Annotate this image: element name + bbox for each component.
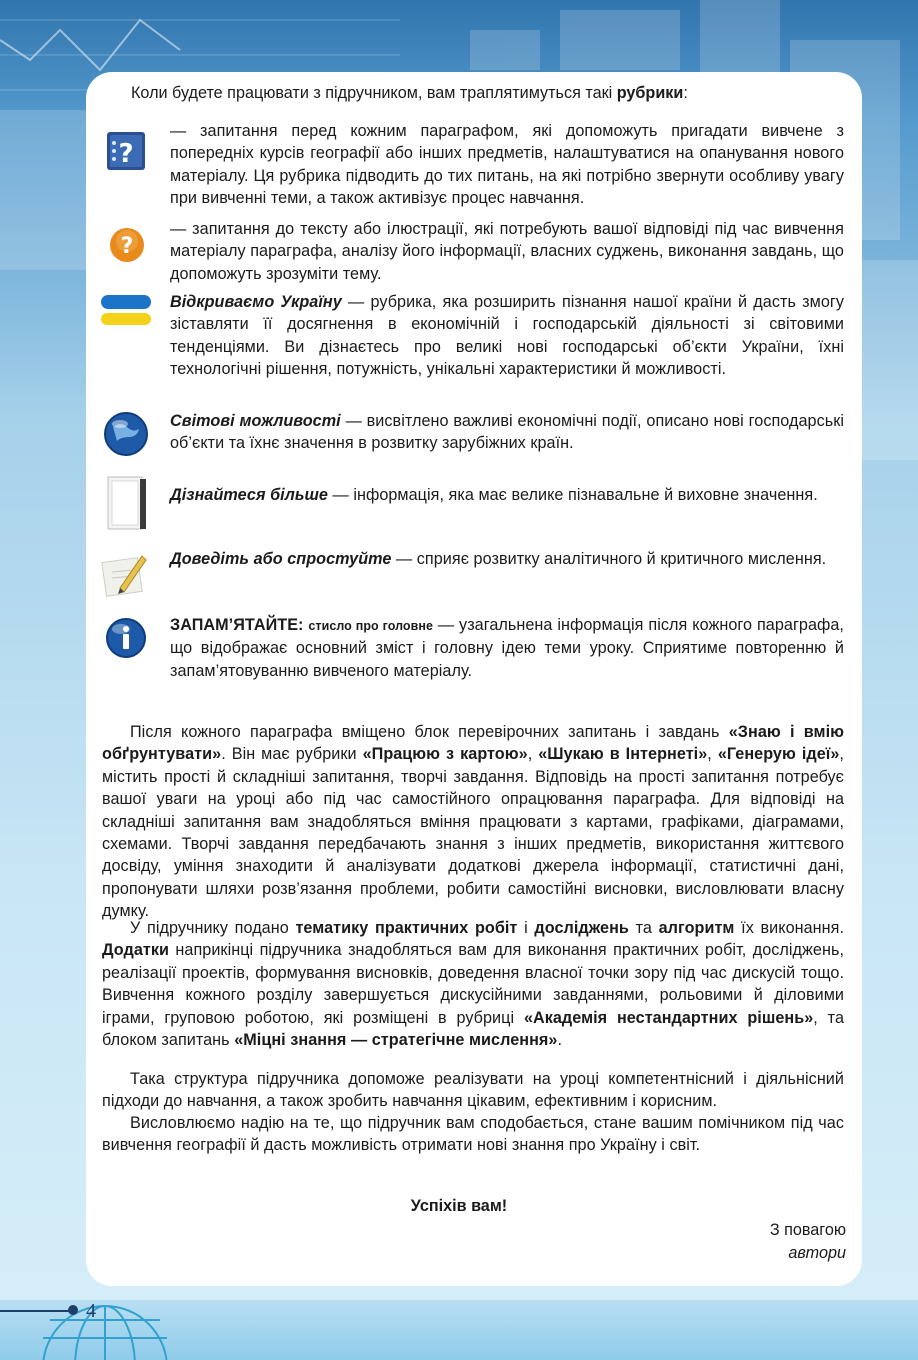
rubric-3-text: Відкриваємо Україну — рубрика, яка розширить пізнання нашої країни й дасть змогу зіставляти її досягнення в економічній і господарській діяльності зі світовими тенденціями. Ви дізнаєтесь про великі нові господарські об’єкти України, їхні технологічні рішення, потужність, унікальні характеристики й можливості. xyxy=(170,293,844,379)
ukraine-flag-icon xyxy=(101,295,153,329)
intro-line: Коли будете працювати з підручником, вам траплятимуться такі рубрики: xyxy=(131,84,688,102)
info-icon xyxy=(105,617,147,659)
signature xyxy=(770,1219,846,1265)
rubric-6-text: Доведіть або спростуйте — сприяє розвитку аналітичного й критичного мислення. xyxy=(170,550,827,568)
paragraph-checks: Після кожного параграфа вміщено блок перевірочних запитань і завдань «Знаю і вмію обґрунтувати». Він має рубрики «Працюю з картою», «Шукаю в Інтернеті», «Генерую ідеї», містить прості й складніші запитання, творчі завдання. Відповідь на прості запитання потребує вашої уваги на уроці або під час самостійного опрацювання параграфа. Для відповіді на складніші запитання вам знадобляться вміння працювати з картами, графіками, діаграмами, схемами. Творчі завдання передбачають знання з інших предметів, використання життєвого досвіду, уміння знаходити й аналізувати додаткові джерела інформації, статистичні дані, пропонувати шляхи розв’язання проблеми, робити самостійні висновки, висловлювати власну думку. xyxy=(102,723,844,921)
question-circle-icon xyxy=(108,226,146,264)
rubric-5-text: Дізнайтеся більше — інформація, яка має велике пізнавальне й виховне значення. xyxy=(170,486,818,504)
page-dot xyxy=(68,1305,78,1315)
paragraph-structure: Така структура підручника допоможе реалізувати на уроці компетентнісний і діяльнісний підходи до навчання, а також зробить навчання цікавим, ефективним і корисним. xyxy=(102,1070,844,1111)
pencil-note-icon xyxy=(100,550,148,598)
rubric-7-text: ЗАПАМ’ЯТАЙТЕ: стисло про головне — узагальнена інформація після кожного параграфа, що відображає основний зміст і головну ідею теми уроку. Сприятиме повторенню й запам’ятовуванню вивченого матеріалу. xyxy=(170,616,844,680)
paragraph-practical: У підручнику подано тематику практичних робіт і досліджень та алгоритм їх виконання. Додатки наприкінці підручника знадобляться вам для виконання практичних робіт, досліджень, реалізації проектів, формування висновків, доведення власної точки зору під час дискусій тощо. Вивчення кожного розділу завершується дискусійними завданнями, рольовими й діловими іграми, груповою роботою, які розміщені в рубриці «Академія нестандартних рішень», та блоком запитань «Міцні знання — стратегічне мислення». xyxy=(102,919,845,1050)
book-icon xyxy=(104,475,148,533)
paragraph-hope: Висловлюємо надію на те, що підручник вам сподобається, стане вашим помічником під час вивчення географії й дасть можливість отримати нові знання про Україну і світ. xyxy=(102,1114,844,1155)
question-box-icon xyxy=(106,131,146,171)
signature-line-2: автори xyxy=(788,1244,846,1262)
wishes-line: Успіхів вам! xyxy=(410,1197,508,1215)
rubric-2-text: — запитання до тексту або ілюстрації, які потребують вашої відповіді під час вивчення матеріалу параграфа, аналізу його інформації, власних суджень, виконання завдань, що допоможуть зрозуміти тему. xyxy=(170,220,844,283)
page-number: 4 xyxy=(86,1300,96,1322)
svg-text:?: ? xyxy=(118,139,134,169)
globe-icon xyxy=(103,411,149,457)
globe-outline-decoration xyxy=(30,1298,180,1360)
rubric-1-text: — запитання перед кожним параграфом, які допоможуть пригадати вивчене з попередніх курсів географії або інших предметів, налаштуватися на опанування нового матеріалу. Ця рубрика підводить до тих питань, на які потрібно звернути особливу увагу при вивченні теми, а також активізує процес навчання. xyxy=(170,122,844,208)
rubric-4-text: Світові можливості — висвітлено важливі економічні події, описано нові господарські об’єкти та їхнє значення в розвитку зарубіжних країн. xyxy=(170,412,844,453)
svg-text:?: ? xyxy=(120,234,134,259)
page-line xyxy=(0,1310,74,1312)
signature-line-1: З повагою xyxy=(769,1221,846,1239)
